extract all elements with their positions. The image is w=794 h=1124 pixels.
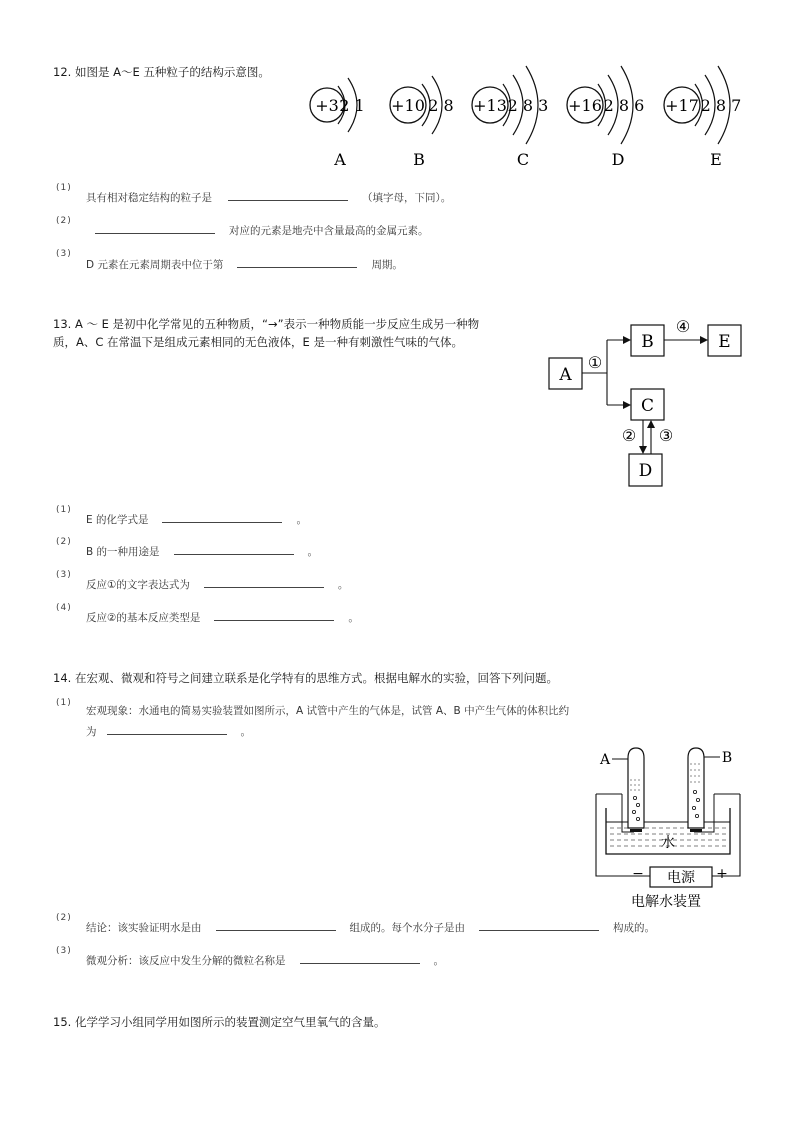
particle-e (664, 66, 741, 169)
q12-sub3-text: D 元素在元素周期表中位于第 (86, 259, 224, 271)
q12-sub3-number: (3) (56, 249, 72, 259)
particle-d-label: D (611, 150, 625, 169)
particle-b (390, 76, 454, 169)
negative-terminal-label: − (632, 866, 644, 882)
q14-sub2-answer-blank-1[interactable] (216, 918, 336, 931)
particle-c-shells: 2 8 3 (507, 96, 549, 115)
q12-sub1 (86, 188, 451, 206)
q12-sub2-number: (2) (56, 216, 72, 226)
q13-sub4-post: 。 (348, 612, 359, 624)
particle-a-nucleus: +3 (315, 96, 339, 115)
q12-sub3-answer-blank[interactable] (237, 255, 357, 268)
q13-sub1-number: (1) (56, 505, 72, 515)
power-source-label: 电源 (667, 870, 695, 886)
q13-sub2 (86, 542, 318, 560)
particle-c-nucleus: +13 (473, 96, 507, 115)
q13-sub4-text: 反应②的基本反应类型是 (86, 612, 201, 624)
water-label: 水 (661, 835, 675, 851)
q13-title-line2: 质，A、C 在常温下是组成元素相同的无色液体，E 是一种有刺激性气味的气体。 (53, 335, 463, 349)
q12-sub1-text: 具有相对稳定结构的粒子是 (86, 192, 212, 204)
q14-sub3 (86, 951, 444, 969)
q14-sub2-post: 构成的。 (613, 922, 655, 934)
q14-sub2-mid: 组成的。每个水分子是由 (349, 922, 465, 934)
q13-reaction-diagram (540, 316, 750, 492)
q12-sub2-text: 对应的元素是地壳中含量最高的金属元素。 (229, 225, 429, 237)
q14-sub1-line1: 宏观现象：水通电的简易实验装置如图所示，A 试管中产生的气体是，试管 A、B 中产生气体的体积比约 (86, 705, 570, 717)
q13-sub1 (86, 510, 307, 528)
particle-c-label: C (516, 150, 530, 169)
q14-sub2-pre: 结论：该实验证明水是由 (86, 922, 202, 934)
q14-sub1-line2 (86, 722, 251, 740)
q13-sub2-answer-blank[interactable] (174, 542, 294, 555)
particle-e-nucleus: +17 (665, 96, 699, 115)
q14-sub3-pre: 微观分析：该反应中发生分解的微粒名称是 (86, 955, 286, 967)
test-tube-a (628, 748, 644, 828)
atom-structure-diagrams (300, 58, 760, 178)
q14-sub1-answer-blank[interactable] (107, 722, 227, 735)
q14-sub3-post: 。 (433, 955, 444, 967)
q15-title: 15. 化学学习小组同学用如图所示的装置测定空气里氧气的含量。 (53, 1015, 386, 1029)
q13-sub3 (86, 575, 348, 593)
box-a-label: A (559, 365, 572, 385)
electrode-a (630, 829, 642, 832)
q13-sub4-answer-blank[interactable] (214, 608, 334, 621)
particle-b-shells: 2 8 (428, 96, 454, 115)
q13-sub3-number: (3) (56, 570, 72, 580)
particle-b-label: B (413, 150, 425, 169)
q13-title-line1: 13. A ～ E 是初中化学常见的五种物质，“→”表示一种物质能一步反应生成另一种物 (53, 317, 480, 331)
q14-sub2-answer-blank-2[interactable] (479, 918, 599, 931)
q12-sub1-number: (1) (56, 183, 72, 193)
q14-title: 14. 在宏观、微观和符号之间建立联系是化学特有的思维方式。根据电解水的实验，回答下列问题。 (53, 671, 558, 685)
q13-sub2-number: (2) (56, 537, 72, 547)
electrolysis-apparatus-diagram (592, 740, 748, 915)
q14-sub1-number: (1) (56, 698, 72, 708)
particle-b-nucleus: +10 (391, 96, 425, 115)
apparatus-caption: 电解水装置 (631, 894, 701, 910)
q13-sub2-post: 。 (307, 546, 319, 558)
reaction-3-label: ③ (658, 426, 674, 445)
q14-sub1-line2-pre: 为 (86, 726, 97, 738)
box-e-label: E (718, 332, 731, 352)
particle-e-label: E (710, 150, 722, 169)
box-b-label: B (641, 332, 654, 352)
electrode-b (690, 829, 702, 832)
q13-sub1-post: 。 (296, 514, 307, 526)
q14-sub1-line2-post: 。 (240, 726, 251, 738)
tube-a-label: A (599, 752, 611, 768)
tube-b-label: B (721, 750, 733, 766)
particle-a-shells: 2 1 (339, 96, 365, 115)
particle-c (472, 66, 548, 169)
box-d-label: D (638, 461, 653, 481)
q13-sub3-text: 反应①的文字表达式为 (86, 579, 190, 591)
q14-sub2 (86, 918, 655, 936)
test-tube-b (688, 748, 704, 828)
q12-sub2-answer-blank[interactable] (95, 221, 215, 234)
particle-d-nucleus: +16 (568, 96, 602, 115)
particle-d-shells: 2 8 6 (603, 96, 645, 115)
positive-terminal-label: + (716, 866, 728, 882)
q12-sub1-answer-blank[interactable] (228, 188, 348, 201)
q14-sub3-number: (3) (56, 946, 72, 956)
q12-sub3-post: 周期。 (371, 259, 403, 271)
particle-a-label: A (334, 150, 346, 169)
particle-d (567, 66, 644, 169)
q12-sub2 (86, 221, 429, 239)
q13-sub4-number: (4) (56, 603, 72, 613)
q13-sub3-answer-blank[interactable] (204, 575, 324, 588)
q13-sub3-post: 。 (337, 579, 349, 591)
reaction-1-label: ① (587, 353, 603, 372)
box-c-label: C (640, 396, 655, 416)
q14-sub3-answer-blank[interactable] (300, 951, 420, 964)
q13-sub4 (86, 608, 359, 626)
q13-sub2-text: B 的一种用途是 (86, 546, 160, 558)
q12-sub1-note: （填字母，下同）。 (362, 192, 452, 204)
reaction-2-label: ② (621, 426, 637, 445)
q13-sub1-answer-blank[interactable] (162, 510, 282, 523)
particle-a (310, 78, 365, 169)
q12-sub3 (86, 255, 403, 273)
q13-sub1-text: E 的化学式是 (86, 514, 149, 526)
q12-title: 12. 如图是 A～E 五种粒子的结构示意图。 (53, 65, 270, 79)
particle-e-shells: 2 8 7 (700, 96, 742, 115)
q14-sub2-number: (2) (56, 913, 72, 923)
reaction-4-label: ④ (675, 317, 691, 336)
